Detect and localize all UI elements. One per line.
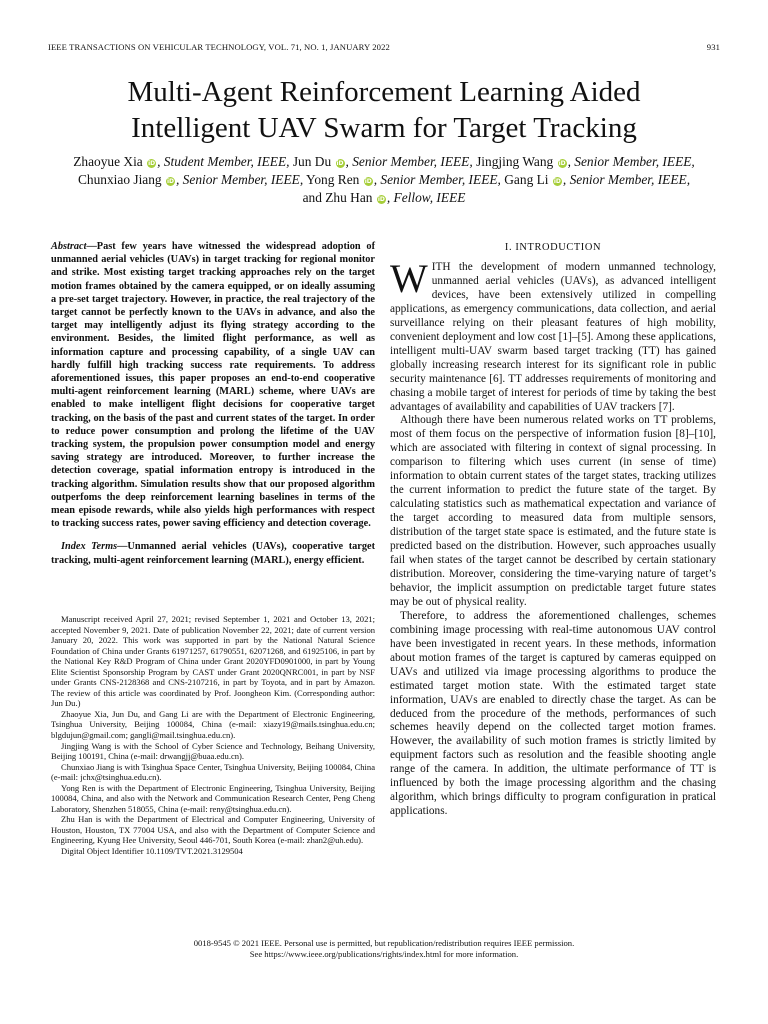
- intro-paragraph-1: [390, 256, 716, 414]
- journal-name: IEEE TRANSACTIONS ON VEHICULAR TECHNOLOGY, VOL. 71, NO. 1, JANUARY 2022: [48, 42, 390, 52]
- index-terms-text: —Unmanned aerial vehicles (UAVs), cooperative target tracking, multi-agent reinforcement learning (MARL), energy efficient.: [51, 541, 375, 566]
- author-role: , Senior Member, IEEE,: [562, 172, 691, 187]
- copyright-footer: [0, 938, 768, 960]
- left-column: [51, 240, 375, 567]
- section-heading: I. INTRODUCTION: [504, 242, 602, 253]
- author-role: , Senior Member, IEEE,: [373, 172, 501, 187]
- author-role: , Senior Member, IEEE,: [567, 154, 695, 169]
- right-column: [390, 240, 716, 819]
- author-name: Gang Li: [500, 172, 549, 187]
- orcid-icon[interactable]: iD: [166, 178, 174, 185]
- page-number: 931: [706, 42, 720, 52]
- author-name: Jingjing Wang: [472, 154, 554, 169]
- intro-paragraph-2: Although there have been numerous related works on TT problems, most of them focus on the perspective of information fusion [8]–[10], which are associated with filtering in context of signal processing. In comparison to filtering which uses current (in sense of time) information to obtain current states of the target states, tracking utilizes the current information to predict the future state of the target. By calculating statistics such as mathematical expectation and variance of the target according to measured data from multiple sensors, distribution of the target state space is estimated, and the future state is predicted based on the distribution. However, such approaches usually fail when states of the target cannot be described by certain stationary distribution. Moreover, considering the time-varying nature of target’s behavior, the implicit assumption on predictable target future states may be out of physical reality.: [390, 414, 716, 608]
- orcid-icon[interactable]: iD: [364, 178, 372, 185]
- author-line-1: [40, 153, 728, 171]
- intro-paragraph-3: Therefore, to address the aforementioned challenges, schemes combining image processing with real-time autonomous UAV control have been investigated in recent years. In these methods, information about motion frames of the target is captured by cameras equipped on UAVs and utilized via image processing algorithms to produce the estimated target motion state. With the estimated target state information, UAVs are enabled to directly chase the target. As can be deduced from the procedure of the methods, performances of such schemes heavily depend on the collected target motion frames. However, the availability of such motion frames is strictly limited by equipment factors such as resolution and the feasible shooting angle range of the camera. In addition, the ultimate performance of TT is influenced by both the image processing algorithm and the chasing algorithm, which brings difficulty to program configuration in pratical applications.: [390, 609, 716, 818]
- author-line-3: [40, 189, 728, 207]
- author-list: [40, 153, 728, 207]
- author-name: Zhaoyue Xia: [73, 154, 143, 169]
- footnotes: [51, 614, 375, 857]
- drop-cap: W: [390, 256, 428, 301]
- intro-paragraph-1-text: ITH the development of modern unmanned technology, unmanned aerial vehicles (UAVs), as advanced intelligent devices, have been extensively utilized in compelling applications, as emergency communications, data collection, and aerial surveillance relying on their pleasant features of high mobility, convenient deployment and low cost [1]–[5]. Among these applications, intelligent multi-UAV swarm based target tracking (TT) has gained globally increasing research interest for its significant role in public security maintenance [6]. TT addresses requirements of monitoring and chasing a mobile target of interest for periods of time by taking the best advantages of availability and capabilities of UAV trackers [7].: [390, 261, 716, 413]
- orcid-icon[interactable]: iD: [558, 160, 566, 167]
- author-role: , Student Member, IEEE,: [157, 154, 290, 169]
- orcid-icon[interactable]: iD: [336, 160, 344, 167]
- title-line-2: Intelligent UAV Swarm for Target Tracking: [131, 112, 637, 144]
- author-name: Chunxiao Jiang: [77, 172, 162, 187]
- abstract-label: Abstract: [51, 241, 87, 252]
- orcid-icon[interactable]: iD: [148, 160, 156, 167]
- abstract-text: —Past few years have witnessed the widespread adoption of unmanned aerial vehicles (UAVs) in target tracking for regional monitor and strike. Most existing target tracking approaches rely on the target motion frames obtained by the camera equipped, or on ideally assuming a pre-set target trajectory. However, in practice, the real trajectory of the target cannot be perfectly known to the UAVs in advance, and also the target may intelligently adjust its flying strategy according to the environment. Besides, the limited flight performance, as well as information capture and processing capability, of a single UAV can hardly fulfill high tracking success rate requirements. To address aforementioned issues, this paper proposes an end-to-end cooperative multi-agent reinforcement learning (MARL) scheme, where UAVs are enabled to make intelligent flight decisions for cooperative target tracking, on the basis of the past and current states of the target. In order to reduce power consumption and prolong the lifetime of the UAV tracking system, the propulsion power consumption model and energy saving strategy are introduced. Moreover, to further increase the detection coverage, spatial information entropy is introduced in the tracking algorithm. Simulation results show that our proposed algorithm outperfoms the deep reinforcement learning baselines in terms of the mean episode rewards, while also yields high performances with respect to tracking success rates, power saving efficiency and detection coverage.: [51, 241, 375, 530]
- title-line-1: Multi-Agent Reinforcement Learning Aided: [127, 76, 641, 108]
- author-role: , Fellow, IEEE: [386, 190, 466, 205]
- author-name: and Zhu Han: [302, 190, 373, 205]
- author-role: , Senior Member, IEEE,: [175, 172, 304, 187]
- paper-title: [30, 74, 738, 146]
- footnote-affiliation: Jingjing Wang is with the School of Cyber Science and Technology, Beihang University, Beijing 100191, China (e-mail: drwangjj@buaa.edu.cn).: [51, 740, 375, 762]
- author-name: Jun Du: [289, 154, 332, 169]
- copyright-line: 0018-9545 © 2021 IEEE. Personal use is permitted, but republication/redistribution requires IEEE permission.: [193, 938, 575, 948]
- orcid-icon[interactable]: iD: [377, 196, 385, 203]
- footnote-doi[interactable]: Digital Object Identifier 10.1109/TVT.2021.3129504: [61, 846, 243, 857]
- author-name: Yong Ren: [303, 172, 360, 187]
- footnote-affiliation: Chunxiao Jiang is with Tsinghua Space Center, Tsinghua University, Beijing 100084, China (e-mail: jchx@tsinghua.edu.cn).: [51, 761, 375, 783]
- footnote-affiliation: Zhu Han is with the Department of Electrical and Computer Engineering, University of Houston, Houston, TX 77004 USA, and also with the Department of Computer Science and Engineering, Kyung Hee University, Seoul 446-701, South Korea (e-mail: zhan2@uh.edu).: [51, 814, 375, 846]
- index-terms: [51, 540, 375, 566]
- footnote-affiliation: Zhaoyue Xia, Jun Du, and Gang Li are with the Department of Electronic Engineering, Tsinghua University, Beijing 100084, China (e-mail: xiazy19@mails.tsinghua.edu.cn; blgdujun@gmail.com; gangli@mail.tsinghua.edu.cn).: [51, 708, 375, 741]
- rights-link[interactable]: See https://www.ieee.org/publications/rights/index.html for more information.: [249, 949, 519, 959]
- author-role: , Senior Member, IEEE,: [345, 154, 473, 169]
- abstract: [51, 240, 375, 530]
- orcid-icon[interactable]: iD: [553, 178, 561, 185]
- index-terms-label: Index Terms: [61, 541, 118, 553]
- author-line-2: [40, 171, 728, 189]
- running-header: [48, 42, 720, 52]
- footnote-affiliation: Yong Ren is with the Department of Electronic Engineering, Tsinghua University, Beijing 100084, China, and also with the Network and Communication Research Center, Peng Cheng Laboratory, Shenzhen 518055, China (e-mail: reny@tsinghua.edu.cn).: [51, 782, 375, 814]
- footnote-manuscript: Manuscript received April 27, 2021; revised September 1, 2021 and October 13, 2021; accepted November 9, 2021. Date of publication November 22, 2021; date of current version January 20, 2022. This work was supported in part by the National Natural Science Foundation of China under Grants 61971257, 61790551, 62071268, and 61925106, in part by the National Key R&D Program of China under Grant 2020YFD0901000, in part by Young Elite Scientist Sponsorship Program by CAST under Grant 2020QNRC001, in part by NSF under Grants CNS-2128368 and CNS-2107216, in part by Toyota, and in part by Amazon. The review of this article was coordinated by Prof. Joongheon Kim. (Corresponding author: Jun Du.): [51, 614, 375, 709]
